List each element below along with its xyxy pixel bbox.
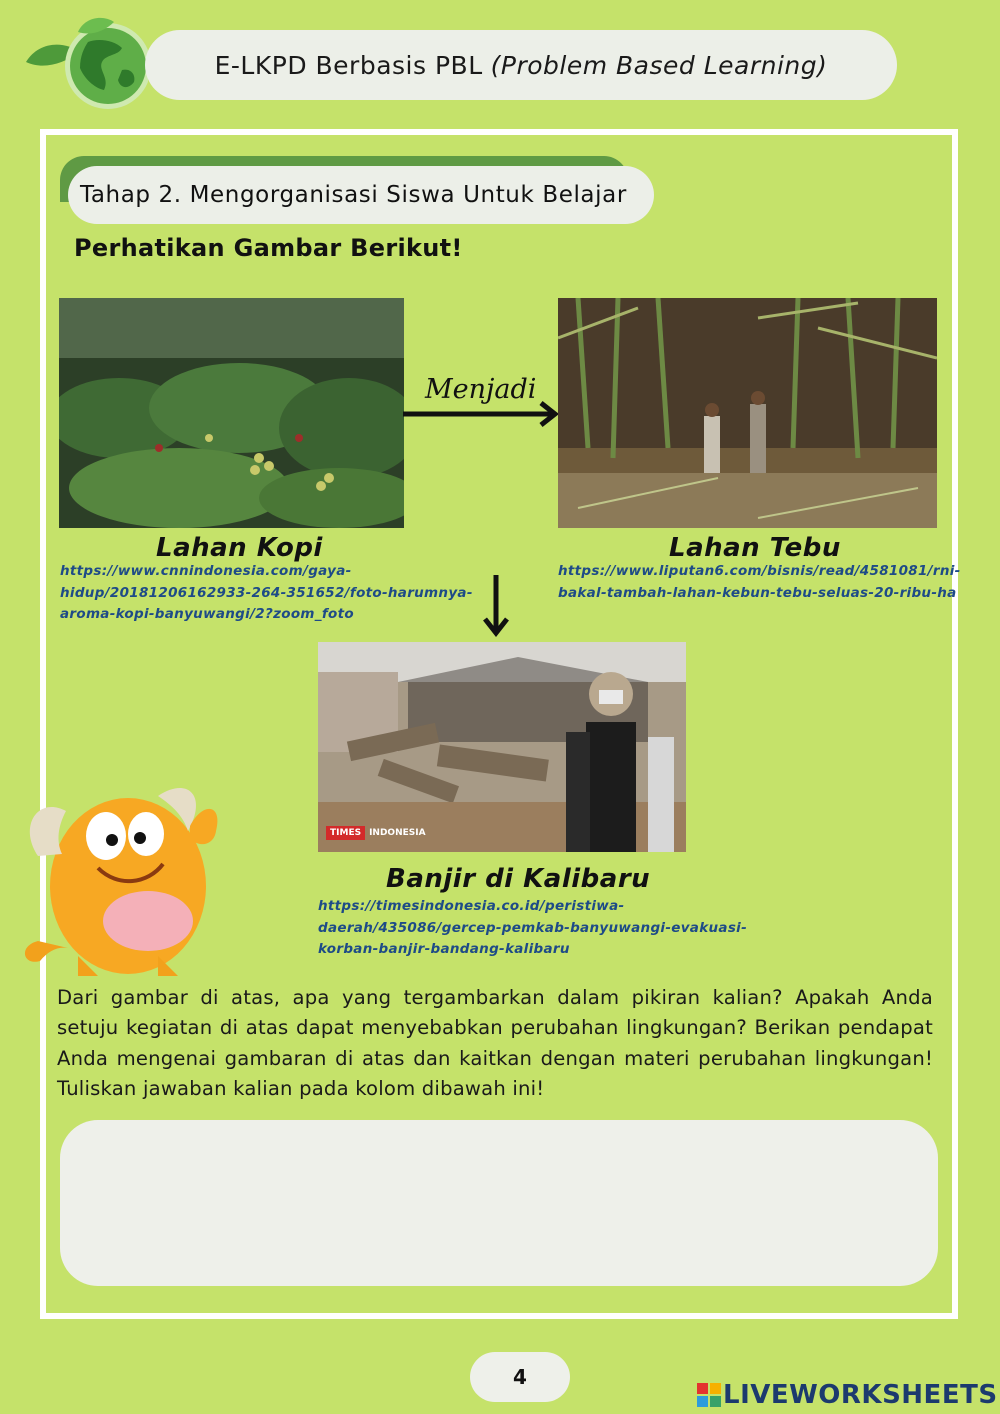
coffee-caption: Lahan Kopi [156,533,323,563]
sugarcane-caption: Lahan Tebu [669,533,841,563]
url-line: https://www.cnnindonesia.com/gaya- [60,563,352,579]
url-line: korban-banjir-bandang-kalibaru [318,941,570,957]
instruction-heading: Perhatikan Gambar Berikut! [74,234,463,262]
liveworksheets-brand [697,1380,998,1410]
page-number: 4 [470,1352,570,1402]
arrow-label: Menjadi [425,374,537,405]
flood-photo [318,642,686,852]
watermark-indonesia: INDONESIA [369,828,426,838]
step-title [68,166,654,224]
flood-caption: Banjir di Kalibaru [386,864,651,894]
url-line: aroma-kopi-banyuwangi/2?zoom_foto [60,606,354,622]
url-line: daerah/435086/gercep-pemkab-banyuwangi-evakuasi- [318,919,747,936]
liveworksheets-text: LIVEWORKSHEETS [723,1380,998,1410]
sugarcane-source-url[interactable] [558,561,961,604]
url-line: https://timesindonesia.co.id/peristiwa- [318,898,625,914]
question-text: Dari gambar di atas, apa yang tergambarkan dalam pikiran kalian? Apakah Anda setuju kegiatan di atas dapat menyebabkan perubahan lingkungan? Berikan pendapat Anda mengenai gambaran di atas dan kaitkan dengan materi perubahan lingkungan! Tuliskan jawaban kalian pada kolom dibawah ini! [57,986,933,1100]
step-title-text: Tahap 2. Mengorganisasi Siswa Untuk Belajar [80,182,627,208]
url-line: https://www.liputan6.com/bisnis/read/4581081/rni- [558,563,961,579]
url-line: bakal-tambah-lahan-kebun-tebu-seluas-20-ribu-ha [558,584,957,601]
header-title-italic: (Problem Based Learning) [490,50,828,80]
answer-input[interactable] [60,1120,938,1286]
watermark-times: TIMES [326,826,365,840]
url-line: hidup/20181206162933-264-351652/foto-harumnya- [60,584,473,601]
arrow-down-icon [482,575,510,641]
header-title-plain: E-LKPD Berbasis PBL [214,50,483,80]
liveworksheets-logo-icon [697,1383,721,1407]
sugarcane-field-photo [558,298,937,528]
flood-source-url[interactable] [318,896,747,961]
earth-leaf-logo [18,12,148,112]
header-title [145,30,897,100]
arrow-right-icon [403,400,561,432]
coffee-plantation-photo [59,298,404,528]
coffee-source-url[interactable] [60,561,473,626]
orange-monster-mascot-icon [18,756,233,985]
times-indonesia-watermark [326,826,430,840]
